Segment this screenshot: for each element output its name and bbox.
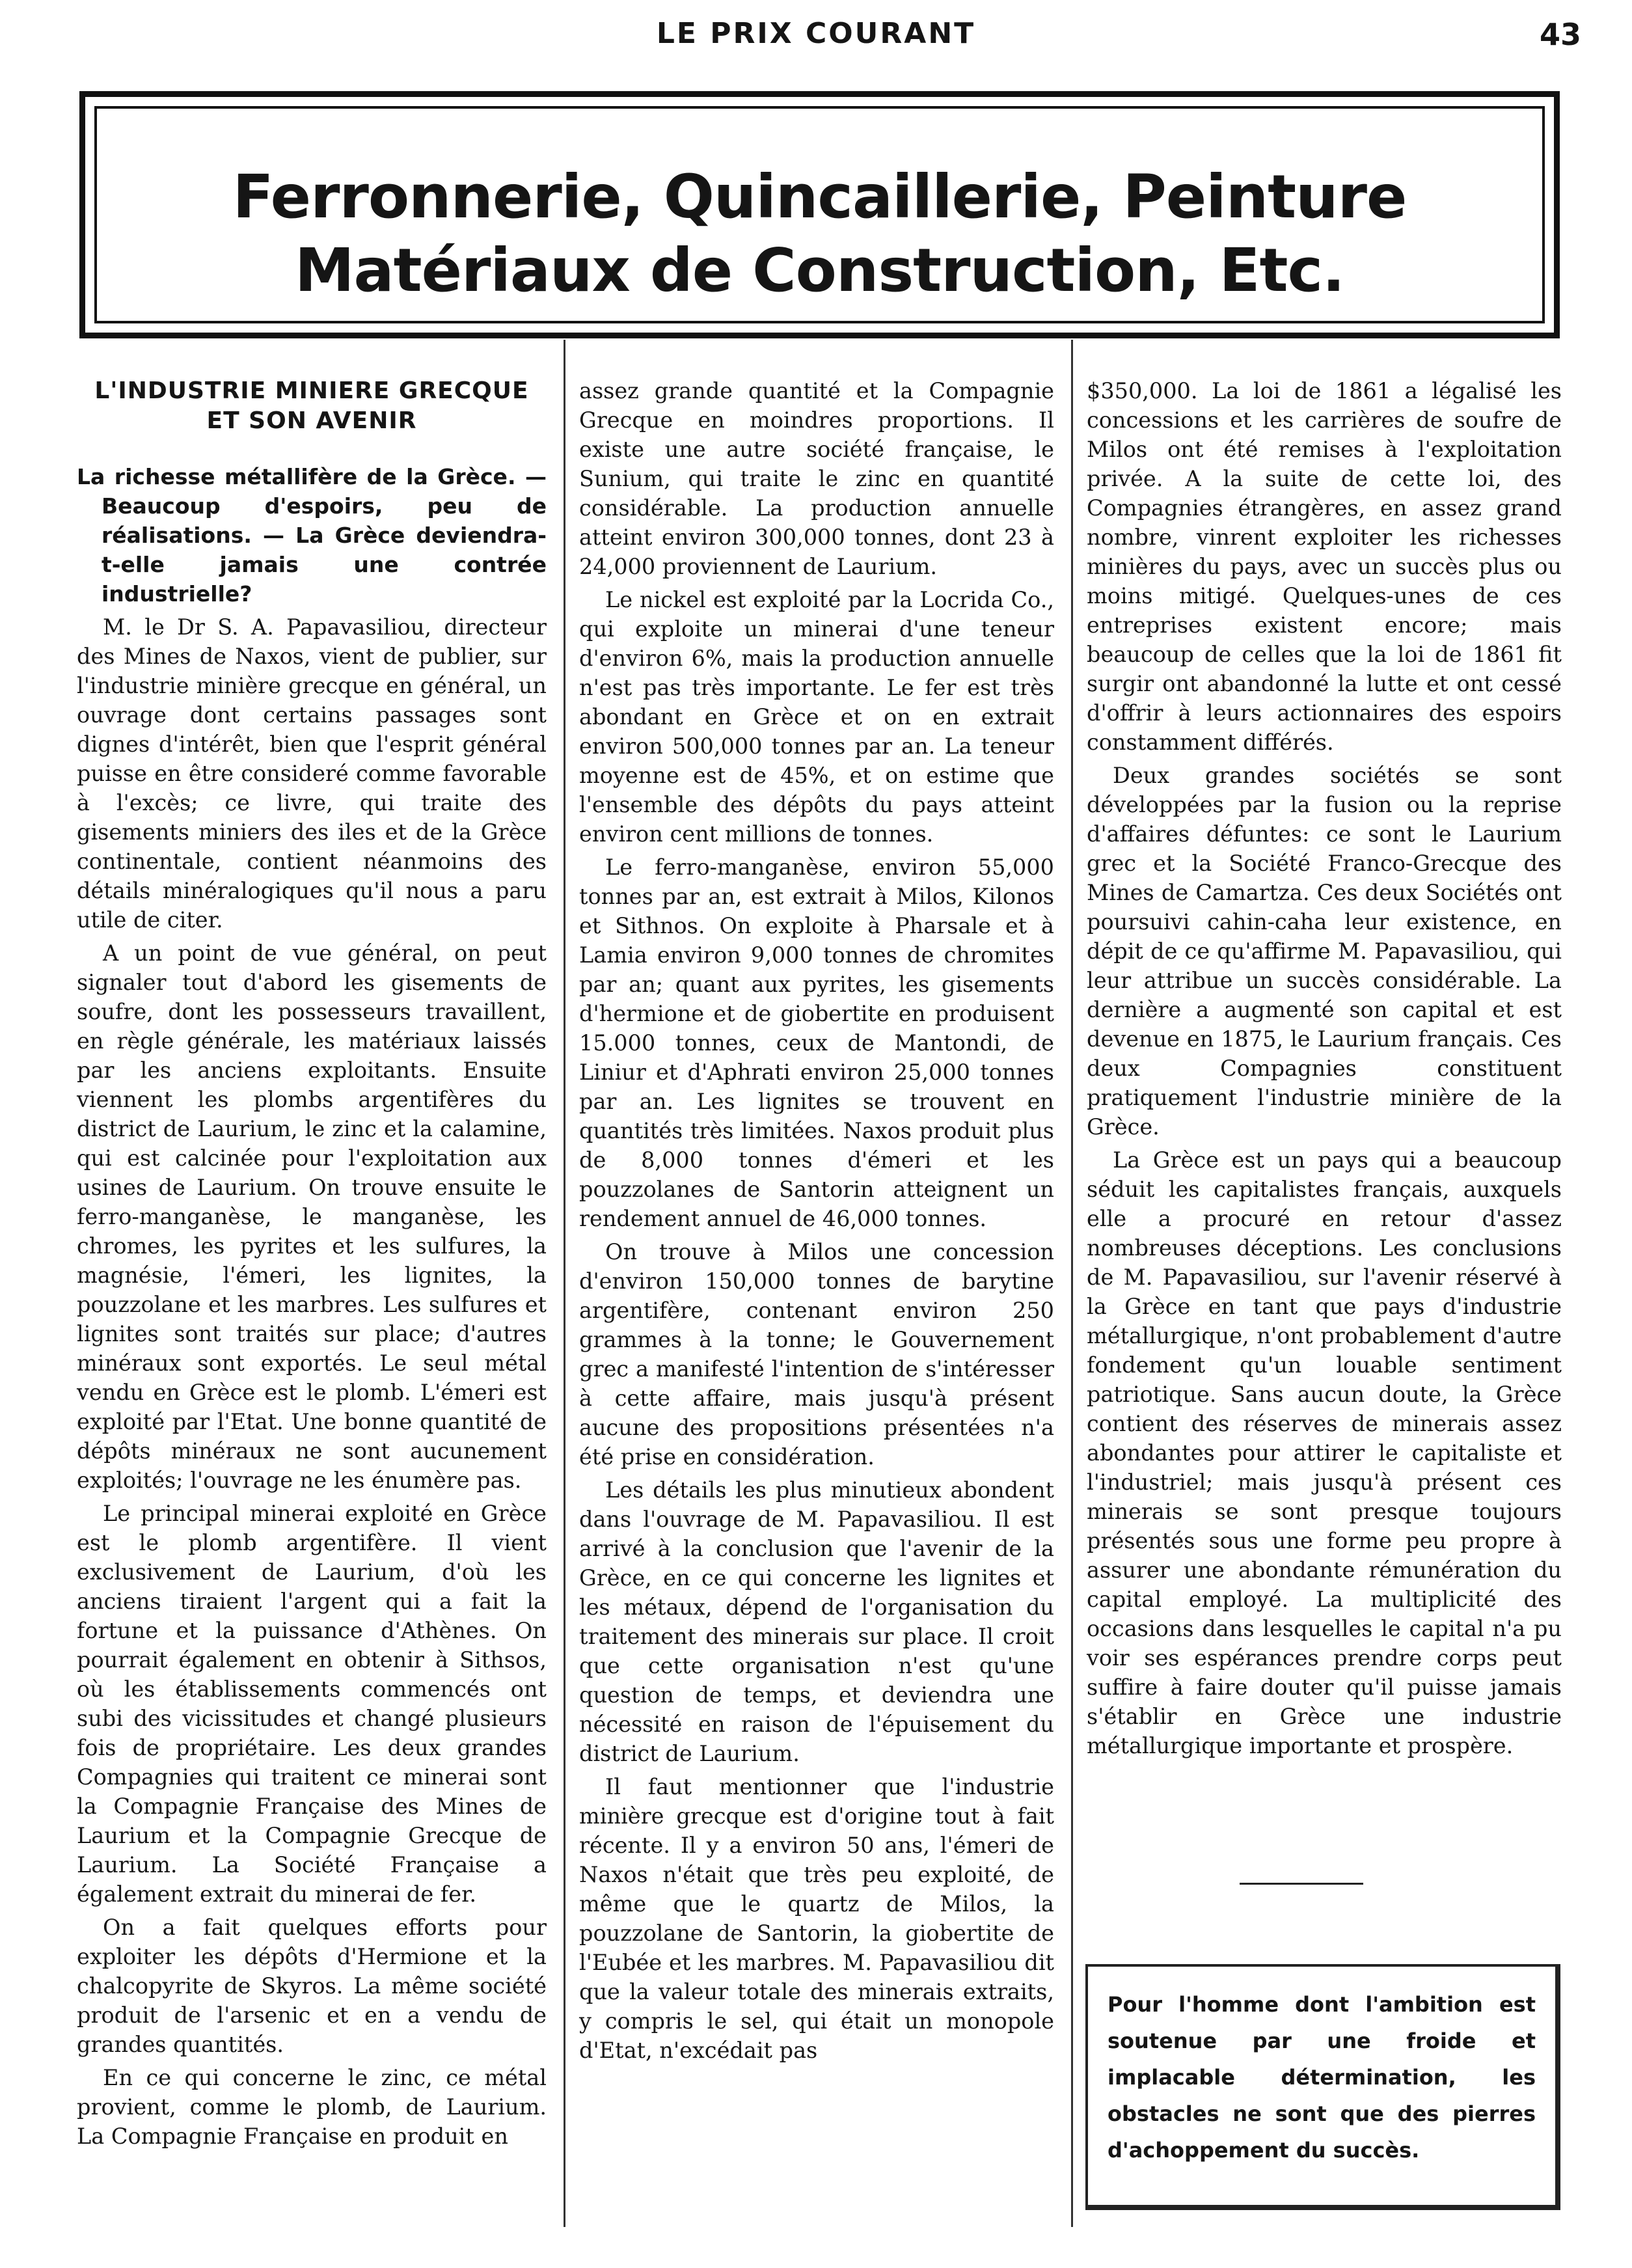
quote-text: Pour l'homme dont l'ambition est soutenue par une froide et implacable détermination, les obstacles ne sont que des pierres d'achoppement du succès. [1108,1992,1536,2163]
paragraph: On trouve à Milos une concession d'environ 150,000 tonnes de barytine argentifère, contenant environ 250 grammes à la tonne; le Gouvernement grec a manifesté l'intention de s'intéresser à cette affaire, mais jusqu'à présent aucune des propositions présentées n'a été prise en considération. [579,1239,1054,1469]
quote-box [1085,1964,1560,2210]
paragraph: Il faut mentionner que l'industrie minière grecque est d'origine tout à fait récente. Il y a environ 50 ans, l'émeri de Naxos n'était que très peu exploité, de même que le quartz de Milos, la pouzzolane de Santorin, la giobertite de l'Eubée et les marbres. M. Papavasiliou dit que la valeur totale des minerais extraits, y compris le sel, qui était un monopole d'Etat, n'excédait pas [579,1774,1054,2063]
section-title-line-2: Matériaux de Construction, Etc. [294,236,1344,305]
paragraph: Le principal minerai exploité en Grèce est le plomb argentifère. Il vient exclusivement de Laurium, d'où les anciens tiraient l'argent qui a fait la fortune et la puissance d'Athènes. On pourrait également en obtenir à Sithsos, où les établissements commencés ont subi des vicissitudes et changé plusieurs fois de propriétaire. Les deux grandes Compagnies qui traitent ce minerai sont la Compagnie Française des Mines de Laurium et la Compagnie Grecque de Laurium. La Société Française a également extrait du minerai de fer. [77,1501,547,1907]
paragraph: Deux grandes sociétés se sont développées par la fusion ou la reprise d'affaires défuntes: ce sont le Laurium grec et la Société Franco-Grecque des Mines de Camartza. Ces deux Sociétés ont poursuivi cahin-caha leur existence, en dépit de ce qu'affirme M. Papavasiliou, qui leur attribue un succès considérable. La dernière a augmenté son capital et est devenue en 1875, le Laurium français. Ces deux Compagnies constituent pratiquement l'industrie minière de la Grèce. [1087,763,1562,1140]
paragraph: On a fait quelques efforts pour exploiter les dépôts d'Hermione et la chalcopyrite de Skyros. La même société produit de l'arsenic et en a vendu de grandes quantités. [77,1915,547,2057]
paragraph: La Grèce est un pays qui a beaucoup séduit les capitalistes français, auxquels elle a procuré en retour d'assez nombreuses déceptions. Les conclusions de M. Papavasiliou, sur l'avenir réservé à la Grèce en tant que pays d'industrie métallurgique, n'ont probablement d'autre fondement qu'un louable sentiment patriotique. Sans aucun doute, la Grèce contient des réserves de minerais assez abondantes pour attirer le capitaliste et l'industriel; mais jusqu'à présent ces minerais se sont presque toujours présentés sous une forme peu propre à assurer une abondante rémunération du capital employé. La multiplicité des occasions dans lesquelles le capital n'a pu voir ses espérances prendre corps peut suffire à faire douter qu'il puisse jamais s'établir en Grèce une industrie métallurgique importante et prospère. [1087,1147,1562,1758]
section-title-inner-frame [94,106,1545,323]
paragraph: Le nickel est exploité par la Locrida Co., qui exploite un minerai d'une teneur d'environ 6%, mais la production annuelle n'est pas très importante. Le fer est très abondant en Grèce et on en extrait environ 500,000 tonnes par an. La teneur moyenne est de 45%, et on estime que l'ensemble des dépôts du pays atteint environ cent millions de tonnes. [579,587,1054,847]
paragraph: Le ferro-manganèse, environ 55,000 tonnes par an, est extrait à Milos, Kilonos et Sithnos. On exploite à Pharsale et à Lamia environ 9,000 tonnes de chromites par an; quant aux pyrites, les gisements d'hermione et de giobertite en produisent 15.000 tonnes, ceux de Mantondi, de Liniur et d'Aphrati environ 25,000 tonnes par an. Les lignites se trouvent en quantités très limitées. Naxos produit plus de 8,000 tonnes d'émeri et les pouzzolanes de Santorin atteignent un rendement annuel de 46,000 tonnes. [579,854,1054,1231]
column-divider-2 [1071,340,1073,2227]
article-column-3 [1087,376,1562,1764]
paragraph: A un point de vue général, on peut signaler tout d'abord les gisements de soufre, dont les possesseurs travaillent, en règle générale, les matériaux laissés par les anciens exploitants. Ensuite viennent les plombs argentifères du district de Laurium, le zinc et la calamine, qui est calcinée pour l'exploitation aux usines de Laurium. On trouve ensuite le ferro-manganèse, le manganèse, les chromes, les pyrites et les sulfures, la magnésie, l'émeri, les lignites, la pouzzolane et les marbres. Les sulfures et lignites sont traités sur place; d'autres minéraux sont exportés. Le seul métal vendu en Grèce est le plomb. L'émeri est exploité par l'Etat. Une bonne quantité de dépôts minéraux ne sont aucunement exploités; l'ouvrage ne les énumère pas. [77,940,547,1493]
paragraph: M. le Dr S. A. Papavasiliou, directeur des Mines de Naxos, vient de publier, sur l'industrie minière grecque en général, un ouvrage dont certains passages sont dignes d'intérêt, bien que l'esprit général puisse en être consideré comme favorable à l'excès; ce livre, qui traite des gisements miniers des iles et de la Grèce continentale, contient néanmoins des détails minéralogiques qu'il nous a paru utile de citer. [77,614,547,933]
paragraph-continued: assez grande quantité et la Compagnie Grecque en moindres proportions. Il existe une autre société française, le Sunium, qui traite le zinc en quantité considérable. La production annuelle atteint environ 300,000 tonnes, dont 23 à 24,000 proviennent de Laurium. [579,378,1054,579]
paragraph: En ce qui concerne le zinc, ce métal provient, comme le plomb, de Laurium. La Compagnie Française en produit en [77,2065,547,2149]
paragraph-continued: $350,000. La loi de 1861 a légalisé les concessions et les carrières de soufre de Milos ont été remises à l'exploitation privée. A la suite de cette loi, des Compagnies étrangères, en assez grand nombre, vinrent exploiter les richesses minières du pays, avec un succès plus ou moins mitigé. Quelques-unes de ces entreprises existent encore; mais beaucoup de celles que la loi de 1861 fit surgir ont abandonné la lutte et ont cessé d'offrir à leurs actionnaires des espoirs constamment différés. [1087,378,1562,755]
article-subtitle: La richesse métallifère de la Grèce. — Beaucoup d'espoirs, peu de réalisations. — La Grèce deviendra-t-elle jamais une contrée industrielle? [77,464,547,607]
article-column-2 [579,376,1054,2069]
page-number: 43 [1539,17,1581,52]
article-heading: L'INDUSTRIE MINIERE GRECQUE ET SON AVENIR [94,377,529,434]
article-end-rule [1240,1883,1363,1885]
running-header [0,12,1632,64]
paragraph: Les détails les plus minutieux abondent dans l'ouvrage de M. Papavasiliou. Il est arrivé à la conclusion que l'avenir de la Grèce, en ce qui concerne les lignites et les métaux, dépend de l'organisation du traitement des minerais sur place. Il croit que cette organisation n'est qu'une question de temps, et deviendra une nécessité en raison de l'épuisement du district de Laurium. [579,1477,1054,1766]
column-divider-1 [564,340,565,2227]
section-title-box [79,91,1560,338]
journal-title: LE PRIX COURANT [656,17,976,50]
article-column-1 [77,376,547,2155]
section-title-line-1: Ferronnerie, Quincaillerie, Peinture [232,162,1407,232]
